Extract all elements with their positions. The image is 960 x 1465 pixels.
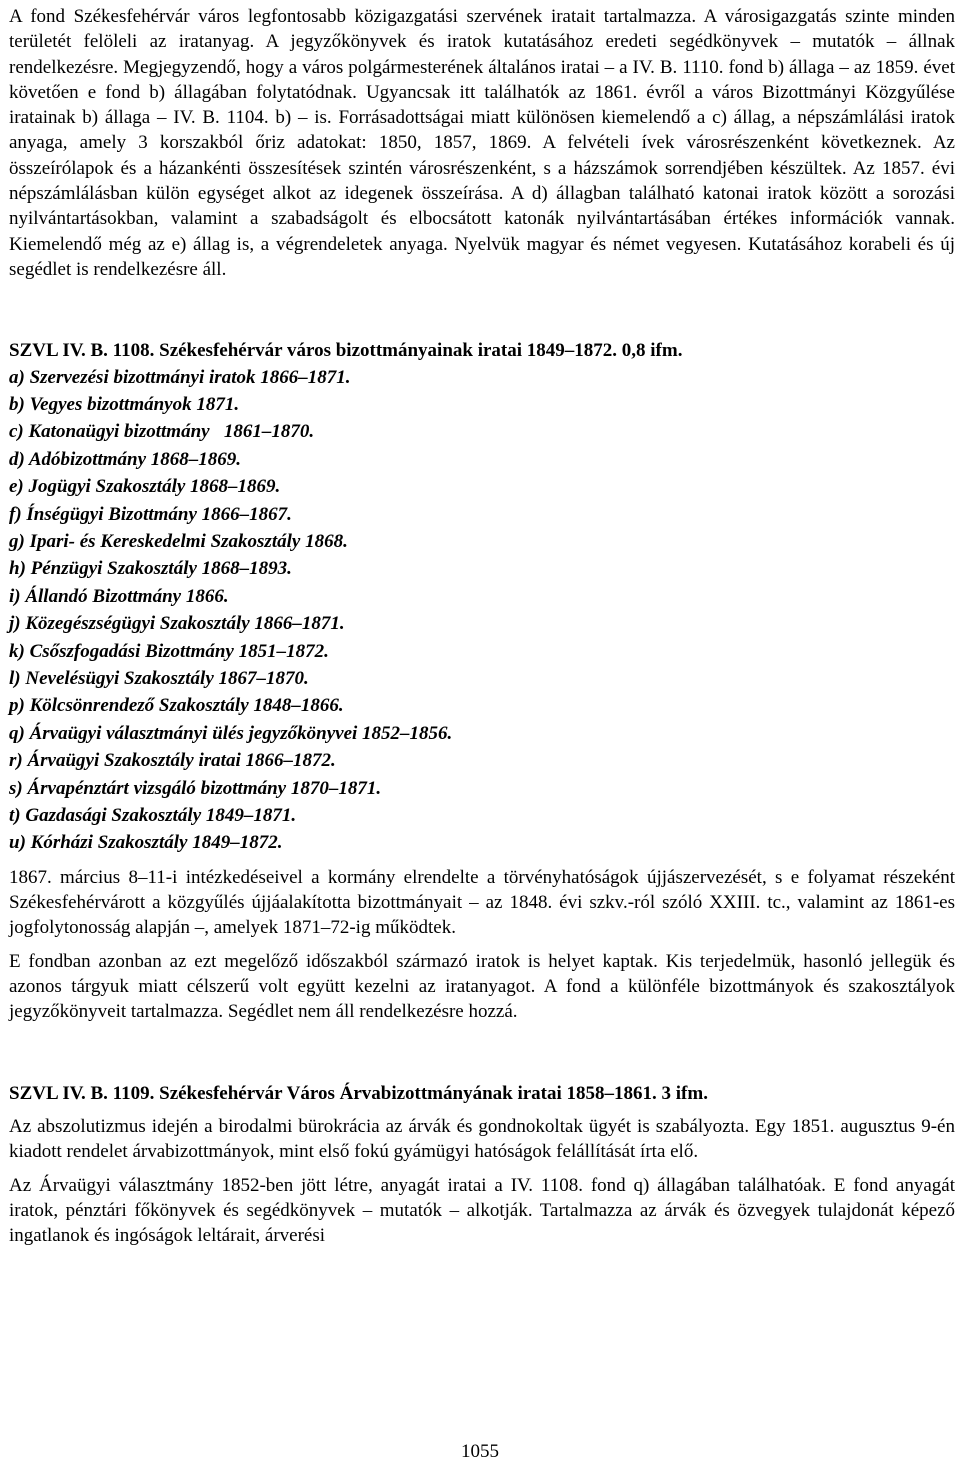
section-1109-paragraph-2: Az Árvaügyi választmány 1852-ben jött létre, anyagát iratai a IV. 1108. fond q) állagában találhatóak. E fond anyagát iratok, pénztári főkönyvek és segédkönyvek – mutatók – alkotják. Tartalmazza az árvák és özvegyek tulajdonát képező ingatlanok és ingóságok leltárait, árverési	[9, 1174, 955, 1247]
section-1108-paragraph-2: E fondban azonban az ezt megelőző időszakból származó iratok is helyet kaptak. Kis terjedelmük, hasonló jellegük és azonos tárgyuk miatt célszerű volt együtt kezelni az iratanyagot. A fond a különféle bizottmányok és szakosztályok jegyzőkönyveit tartalmazza. Segédlet nem áll rendelkezésre hozzá.	[9, 950, 955, 1023]
subfond-item-k: k) Csőszfogadási Bizottmány 1851–1872.	[9, 640, 329, 662]
intro-paragraph: A fond Székesfehérvár város legfontosabb közigazgatási szervének iratait tartalmazza. A városigazgatás szinte minden területét felöleli az iratanyag. A jegyzőkönyvek és iratok kutatásához eredeti segédkönyvek – mutatók – állnak rendelkezésre. Megjegyzendő, hogy a város polgármesterének általános iratai – a IV. B. 1110. fond b) állaga – az 1859. évet követően e fond b) állagában folytatódnak. Ugyancsak itt találhatók az 1861. évről a város Bizottmányi Közgyűlése iratainak b) állaga – IV. B. 1104. b) – is. Forrásadottságai miatt különösen kiemelendő a c) állag, a népszámlálási iratok anyaga, amely 3 korszakból őriz adatokat: 1850, 1857, 1869. A felvételi ívek városrészenként következnek. Az összeírólapok és a házankénti összesítések szintén városrészenként, s a házszámok sorrendjében készültek. Az 1857. évi népszámlálásban külön egységet alkot az idegenek összeírása. A d) állagban található katonai iratok között a sorozási nyilvántartásokban, valamint a szabadságolt és elbocsátott katonák nyilvántartásában értékes információk vannak. Kiemelendő még az e) állag is, a végrendeletek anyaga. Nyelvük magyar és német vegyesen. Kutatásához korabeli és új segédlet is rendelkezésre áll.	[9, 6, 955, 280]
section-1109-heading: SZVL IV. B. 1109. Székesfehérvár Város Árvabizottmányának iratai 1858–1861. 3 ifm.	[9, 1082, 708, 1104]
subfond-item-r: r) Árvaügyi Szakosztály iratai 1866–1872.	[9, 750, 336, 772]
subfond-item-q: q) Árvaügyi választmányi ülés jegyzőkönyvei 1852–1856.	[9, 722, 453, 744]
subfond-item-s: s) Árvapénztárt vizsgáló bizottmány 1870–1871.	[9, 777, 382, 799]
subfond-item-j: j) Közegészségügyi Szakosztály 1866–1871.	[9, 613, 345, 635]
subfond-item-a: a) Szervezési bizottmányi iratok 1866–1871.	[9, 366, 351, 388]
subfond-item-u: u) Kórházi Szakosztály 1849–1872.	[9, 832, 283, 854]
subfond-item-b: b) Vegyes bizottmányok 1871.	[9, 393, 240, 415]
subfond-item-p: p) Kölcsönrendező Szakosztály 1848–1866.	[9, 695, 344, 717]
subfond-item-g: g) Ipari- és Kereskedelmi Szakosztály 1868.	[9, 531, 348, 552]
subfond-item-f: f) Ínségügyi Bizottmány 1866–1867.	[9, 503, 292, 525]
subfonds-list	[9, 364, 955, 857]
subfond-item-t: t) Gazdasági Szakosztály 1849–1871.	[9, 805, 297, 827]
subfond-item-d: d) Adóbizottmány 1868–1869.	[9, 448, 242, 470]
section-1109-paragraph-1: Az abszolutizmus idején a birodalmi bürokrácia az árvák és gondnokoltak ügyét is szabályozta. Egy 1851. augusztus 9-én kiadott rendelet árvabizottmányok, mint első fokú gyámügyi hatóságok felállítását írta elő.	[9, 1115, 955, 1163]
subfond-item-i: i) Állandó Bizottmány 1866.	[9, 585, 229, 607]
subfond-item-e: e) Jogügyi Szakosztály 1868–1869.	[9, 476, 281, 498]
subfond-item-l: l) Nevelésügyi Szakosztály 1867–1870.	[9, 668, 309, 690]
subfond-item-h: h) Pénzügyi Szakosztály 1868–1893.	[9, 558, 292, 580]
section-1108-paragraph-1: 1867. március 8–11-i intézkedéseivel a kormány elrendelte a törvényhatóságok újjászervezését, s e folyamat részeként Székesfehérvárott a közgyűlés újjáalakította bizottmányait – az 1848. évi szkv.-ról szóló XXIII. tc., valamint az 1861-es jogfolytonosság alapján –, amelyek 1871–72-ig működtek.	[9, 866, 955, 939]
document-page	[9, 4, 955, 1248]
subfond-item-c: c) Katonaügyi bizottmány 1861–1870.	[9, 421, 315, 443]
section-1108-heading: SZVL IV. B. 1108. Székesfehérvár város bizottmányainak iratai 1849–1872. 0,8 ifm.	[9, 340, 683, 362]
page-number: 1055	[461, 1441, 499, 1462]
